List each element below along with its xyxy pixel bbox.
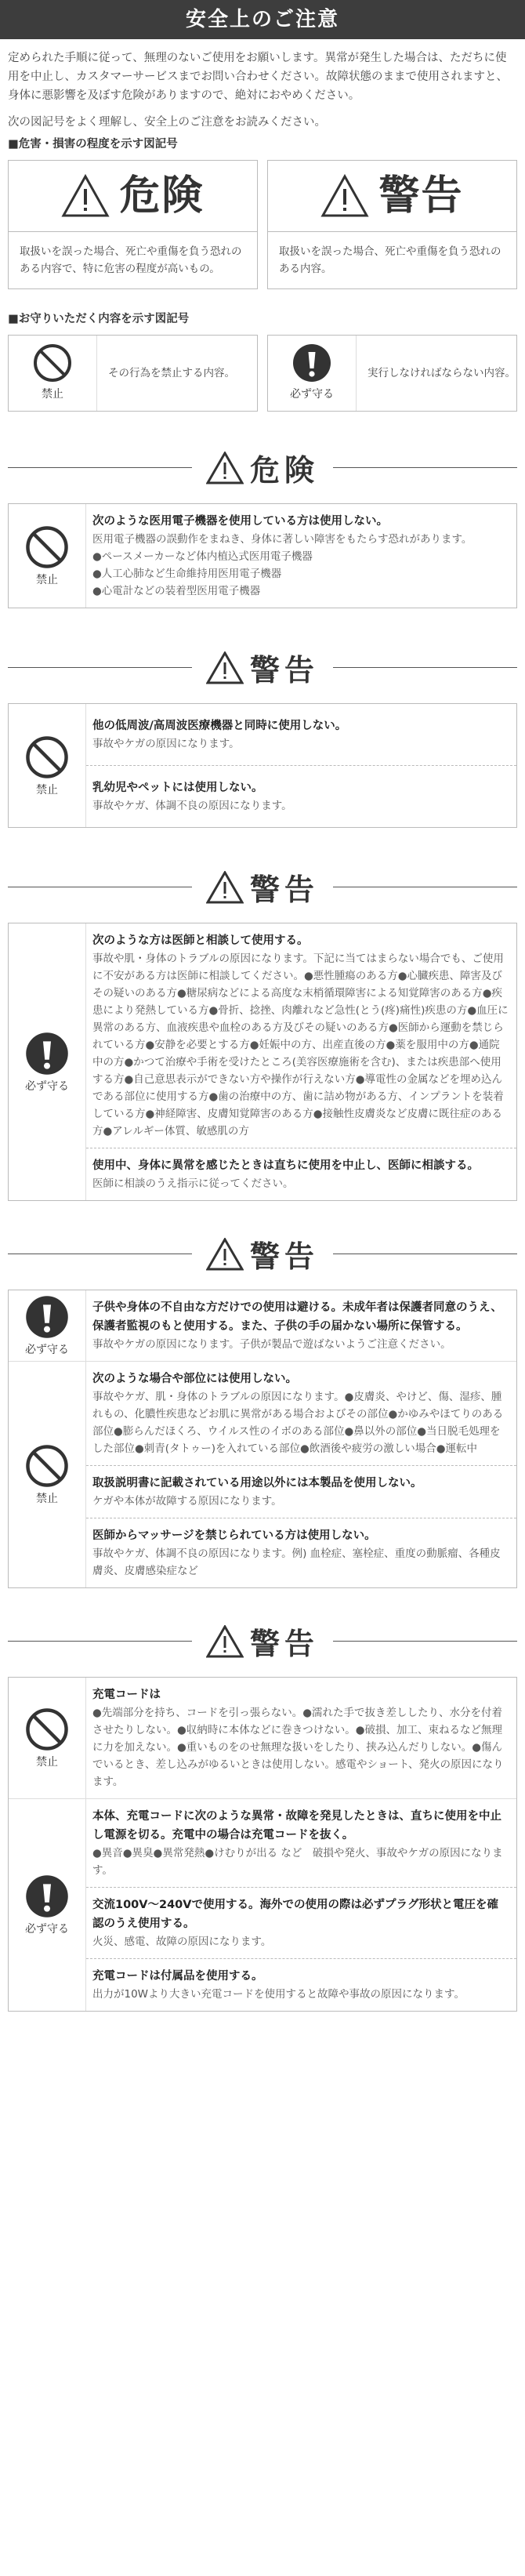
warning-triangle-icon	[206, 1625, 244, 1658]
danger-desc: 取扱いを誤った場合、死亡や重傷を負う恐れのある内容で、特に危害の程度が高いもの。	[20, 245, 242, 275]
table-cell: 充電コードは付属品を使用する。 出力が10Wより大きい充電コードを使用すると故障や事故の原因になります。	[92, 1970, 465, 2001]
table-cell: 次のような医用電子機器を使用している方は使用しない。 医用電子機器の誤動作をまねき、身体に著しい障害をもたらす恐れがあります。 ●ペースメーカーなど体内植込式医用電子機器 ●人工心肺など生命維持用医用電子機器 ●心電計などの装着型医用電子機器	[92, 515, 472, 597]
table-cell: 医師からマッサージを禁じられている方は使用しない。 事故やケガ、体調不良の原因になります。例) 血栓症、塞栓症、重度の動脈瘤、各種皮膚炎、皮膚感染症など	[92, 1529, 501, 1577]
table-group	[9, 1362, 516, 1587]
prohibition-icon	[24, 1707, 70, 1752]
mandatory-icon	[24, 1031, 70, 1076]
table-cell: 本体、充電コードに次のような異常・故障を発見したときは、直ちに使用を中止し電源を切る。充電中の場合は充電コードを抜く。 ●異音●異臭●異常発熱●けむりが出る など 破損や発火、事故やケガの原因になります。	[86, 1799, 516, 1888]
warning-table-3	[8, 1290, 517, 1588]
prohibition-icon	[24, 735, 70, 780]
section-divider-warning	[0, 1232, 525, 1275]
table-label: 必ず守る	[25, 1923, 69, 1936]
mandatory-icon	[24, 1294, 70, 1340]
table-cell: 子供や身体の不自由な方だけでの使用は避ける。未成年者は保護者同意のうえ、保護者監視のもと使用する。また、子供の手の届かない場所に保管する。 事故やケガの原因になります。子供が製品で遊ばないようご注意ください。	[92, 1301, 502, 1351]
table-cell: 他の低周波/高周波医療機器と同時に使用しない。 事故やケガの原因になります。	[86, 704, 516, 766]
warning-table-1	[8, 703, 517, 828]
degree-box-warning	[267, 160, 517, 289]
prohibition-icon	[24, 524, 70, 570]
danger-word: 危険	[119, 172, 205, 220]
warning-triangle-icon	[206, 651, 244, 684]
warning-word: 警告	[378, 172, 464, 220]
intro	[0, 39, 525, 412]
warning-table-4	[8, 1677, 517, 2012]
table-cell: 取扱説明書に記載されている用途以外には本製品を使用しない。 ケガや本体が故障する原因になります。	[86, 1466, 516, 1518]
table-label: 禁止	[36, 574, 58, 586]
symbol-desc: 実行しなければならない内容。	[368, 367, 516, 379]
warning-desc: 取扱いを誤った場合、死亡や重傷を負う恐れのある内容。	[279, 245, 501, 275]
prohibition-icon	[24, 1443, 70, 1489]
mandatory-icon	[291, 343, 332, 383]
warning-triangle-icon	[61, 174, 110, 218]
symbol-box-mandatory	[267, 335, 517, 412]
symbol-box-prohibition	[8, 335, 258, 412]
warning-table-2	[8, 923, 517, 1201]
table-cell: 次のような場合や部位には使用しない。 事故やケガ、肌・身体のトラブルの原因になります。●皮膚炎、やけど、傷、湿疹、腫れもの、化膿性疾患などお肌に異常がある場合およびその部位●かゆみやほてりのある部位●膨らんだほくろ、ウイルス性のイボのある部位●鼻以外の部位●当日脱毛処理をした部位●刺青(タトゥー)を入れている部位●飲酒後や疲労の激しい場合●運転中	[86, 1362, 516, 1466]
section-word: 危険	[250, 453, 320, 488]
table-label: 禁止	[36, 1756, 58, 1769]
intro-paragraph: 定められた手順に従って、無理のないご使用をお願いします。異常が発生した場合は、ただちに使用を中止し、カスタマーサービスまでお問い合わせください。故障状態のままで使用されますと、身体に悪影響を及ぼす危険がありますので、絶対におやめください。	[8, 52, 508, 102]
page-title: 安全上のご注意	[0, 0, 525, 39]
section-divider-warning	[0, 646, 525, 689]
degree-row	[8, 160, 517, 289]
observe-heading: ■お守りいただく内容を示す図記号	[8, 313, 190, 325]
table-cell: 乳幼児やペットには使用しない。 事故やケガ、体調不良の原因になります。	[92, 782, 292, 812]
table-cell: 充電コードは ●先端部分を持ち、コードを引っ張らない。●濡れた手で抜き差ししたり、水分を付着させたりしない。●収納時に本体などに巻きつけない。●破損、加工、束ねるなど無理に力を加えない。●重いものをのせ無理な扱いをしたり、挟み込んだりしない。●傷んでいるとき、差し込みがゆるいときは使用しない。感電やショート、発火の原因になります。	[92, 1689, 504, 1788]
table-group	[9, 1799, 516, 2011]
table-cell: 次のような方は医師と相談して使用する。 事故や肌・身体のトラブルの原因になります。下記に当てはまらない場合でも、ご使用に不安がある方は医師に相談してください。●悪性腫瘍のある方●心臓疾患、障害及びその疑いのある方●糖尿病などによる高度な末梢循環障害による知覚障害のある方●疾患により発熱している方●骨折、捻挫、肉離れなど急性(とう(疼)痛性)疾患の方●血圧に異常のある方、血液疾患や血栓のある方及びその疑いのある方●医師から運動を禁じられている方●安静を必要とする方●妊娠中の方、出産直後の方●薬を服用中の方●通院中の方●かつて治療や手術を受けたところ(美容医療施術を含む)、または疾患部へ使用する方●自己意思表示ができない方や操作が行えない方●導電性の金属などを埋め込んである部位に使用する方●歯の治療中の方、歯に詰め物がある方、インプラントを装着している方●神経障害、皮膚知覚障害のある方●接触性皮膚炎など皮膚に既往症のある方●アレルギー体質、敏感肌の方	[86, 923, 516, 1148]
symbol-label: 禁止	[42, 388, 63, 401]
section-word: 警告	[250, 1239, 320, 1274]
prohibition-icon	[32, 343, 73, 383]
danger-table	[8, 503, 517, 608]
mandatory-icon	[24, 1874, 70, 1919]
section-divider-danger	[0, 446, 525, 489]
warning-triangle-icon	[320, 174, 369, 218]
symbol-row	[8, 335, 517, 412]
table-label: 禁止	[36, 783, 58, 796]
warning-triangle-icon	[206, 452, 244, 484]
symbol-label: 必ず守る	[290, 388, 334, 401]
section-word: 警告	[250, 873, 320, 907]
intro-note: 次の図記号をよく理解し、安全上のご注意をお読みください。	[8, 116, 326, 129]
table-cell: 交流100V〜240Vで使用する。海外での使用の際は必ずプラグ形状と電圧を確認のうえ使用する。 火災、感電、故障の原因になります。	[86, 1888, 516, 1959]
degree-box-danger	[8, 160, 258, 289]
table-cell: 使用中、身体に異常を感じたときは直ちに使用を中止し、医師に相談する。 医師に相談のうえ指示に従ってください。	[92, 1159, 479, 1190]
table-label: 必ず守る	[25, 1079, 69, 1093]
symbol-desc: その行為を禁止する内容。	[108, 367, 235, 379]
table-group	[9, 1678, 516, 1799]
section-divider-warning	[0, 1620, 525, 1663]
warning-triangle-icon	[206, 871, 244, 904]
table-group	[9, 1290, 516, 1362]
degree-heading: ■危害・損害の程度を示す図記号	[8, 138, 178, 151]
table-label: 禁止	[36, 1493, 58, 1505]
section-word: 警告	[250, 1627, 320, 1661]
table-label: 必ず守る	[25, 1344, 69, 1356]
warning-triangle-icon	[206, 1238, 244, 1271]
section-word: 警告	[250, 653, 320, 688]
section-divider-warning	[0, 865, 525, 909]
